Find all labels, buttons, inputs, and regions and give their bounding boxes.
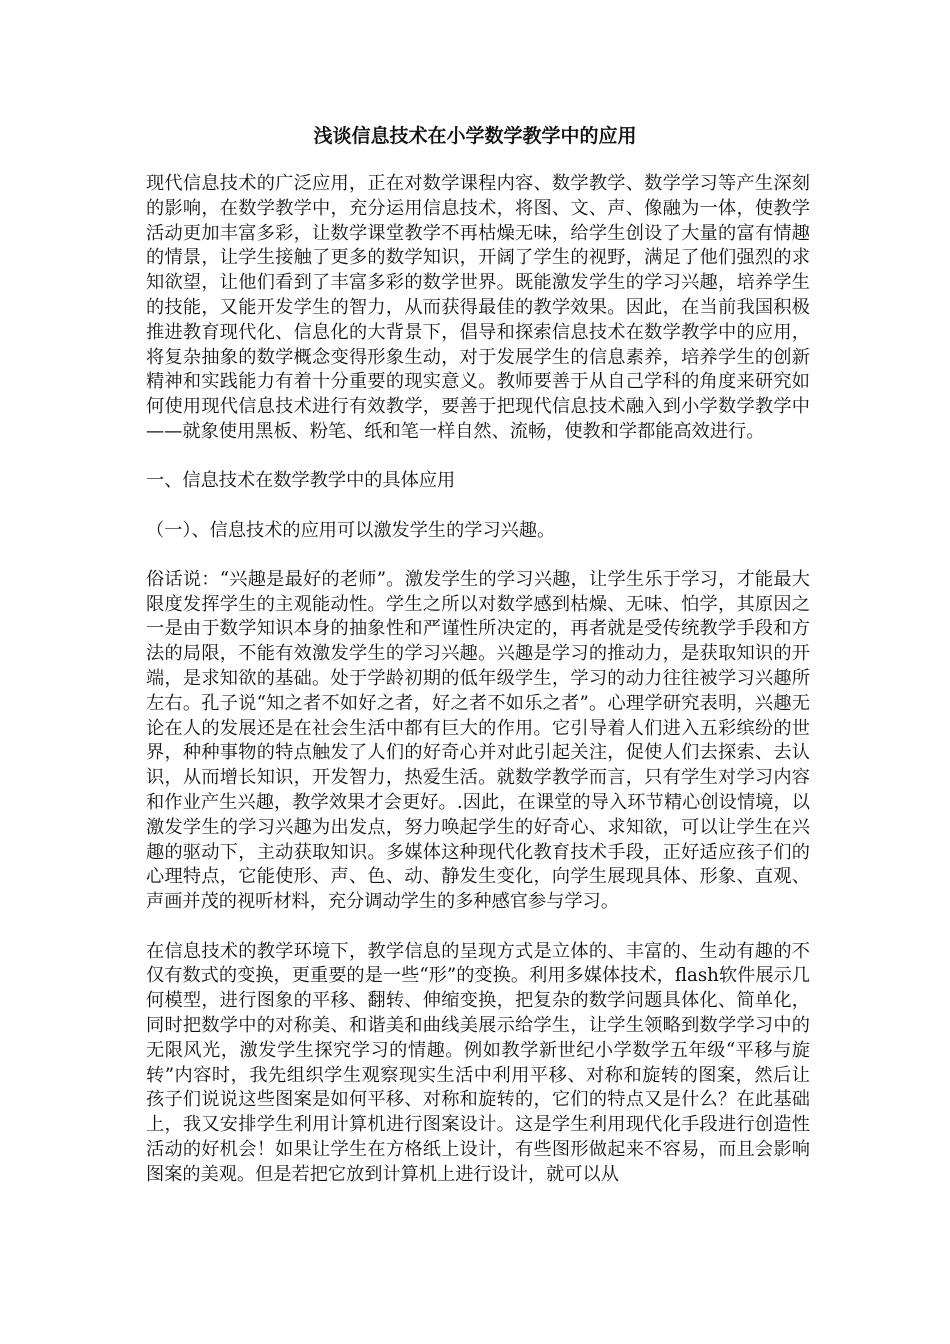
body-paragraph: 在信息技术的教学环境下，教学信息的呈现方式是立体的、丰富的、生动有趣的不仅有数式的变换，更重要的是一些“形”的变换。利用多媒体技术，flash软件展示几何模型，进行图象的平移、翻转、伸缩变换，把复杂的数学问题具体化、简单化，同时把数学中的对称美、和谐美和曲线美展示给学生，让学生领略到数学学习中的无限风光，激发学生探究学习的情趣。例如教学新世纪小学数学五年级“平移与旋转”内容时，我先组织学生观察现实生活中利用平移、对称和旋转的图案，然后让孩子们说说这些图案是如何平移、对称和旋转的，它们的特点又是什么？在此基础上，我又安排学生利用计算机进行图案设计。这是学生利用现代化手段进行创造性活动的好机会！如果让学生在方格纸上设计，有些图形做起来不容易，而且会影响图案的美观。但是若把它放到计算机上进行设计，就可以从 xyxy=(146,940,810,1185)
subsection-heading: （一）、信息技术的应用可以激发学生的学习兴趣。 xyxy=(146,519,556,541)
section-heading: 一、信息技术在数学教学中的具体应用 xyxy=(146,470,456,492)
body-paragraph: 俗话说：“兴趣是最好的老师”。激发学生的学习兴趣，让学生乐于学习，才能最大限度发挥学生的主观能动性。学生之所以对数学感到枯燥、无味、怕学，其原因之一是由于数学知识本身的抽象性和严谨性所决定的，再者就是受传统教学手段和方法的局限，不能有效激发学生的学习兴趣。兴趣是学习的推动力，是获取知识的开端，是求知欲的基础。处于学龄初期的低年级学生，学习的动力往往被学习兴趣所左右。孔子说“知之者不如好之者，好之者不如乐之者”。心理学研究表明，兴趣无论在人的发展还是在社会生活中都有巨大的作用。它引导着人们进入五彩缤纷的世界，种种事物的特点触发了人们的好奇心并对此引起关注，促使人们去探索、去认识，从而增长知识，开发智力，热爱生活。就数学教学而言，只有学生对学习内容和作业产生兴趣，教学效果才会更好。.因此，在课堂的导入环节精心创设情境，以激发学生的学习兴趣为出发点，努力唤起学生的好奇心、求知欲，可以让学生在兴趣的驱动下，主动获取知识。多媒体这种现代化教育技术手段，正好适应孩子们的心理特点，它能使形、声、色、动、静发生变化，向学生展现具体、形象、直观、声画并茂的视听材料，充分调动学生的多种感官参与学习。 xyxy=(146,568,810,913)
document-title: 浅谈信息技术在小学数学教学中的应用 xyxy=(313,125,637,147)
document-body xyxy=(146,172,810,1187)
intro-paragraph: 现代信息技术的广泛应用，正在对数学课程内容、数学教学、数学学习等产生深刻的影响，在数学教学中，充分运用信息技术，将图、文、声、像融为一体，使教学活动更加丰富多彩，让数学课堂教学不再枯燥无味，给学生创设了大量的富有情趣的情景，让学生接触了更多的数学知识，开阔了学生的视野，满足了他们强烈的求知欲望，让他们看到了丰富多彩的数学世界。既能激发学生的学习兴趣，培养学生的技能，又能开发学生的智力，从而获得最佳的教学效果。因此，在当前我国积极推进教育现代化、信息化的大背景下，倡导和探索信息技术在数学教学中的应用，将复杂抽象的数学概念变得形象生动，对于发展学生的信息素养，培养学生的创新精神和实践能力有着十分重要的现实意义。教师要善于从自己学科的角度来研究如何使用现代信息技术进行有效教学，要善于把现代信息技术融入到小学数学教学中——就象使用黑板、粉笔、纸和笔一样自然、流畅，使教和学都能高效进行。 xyxy=(146,173,810,442)
